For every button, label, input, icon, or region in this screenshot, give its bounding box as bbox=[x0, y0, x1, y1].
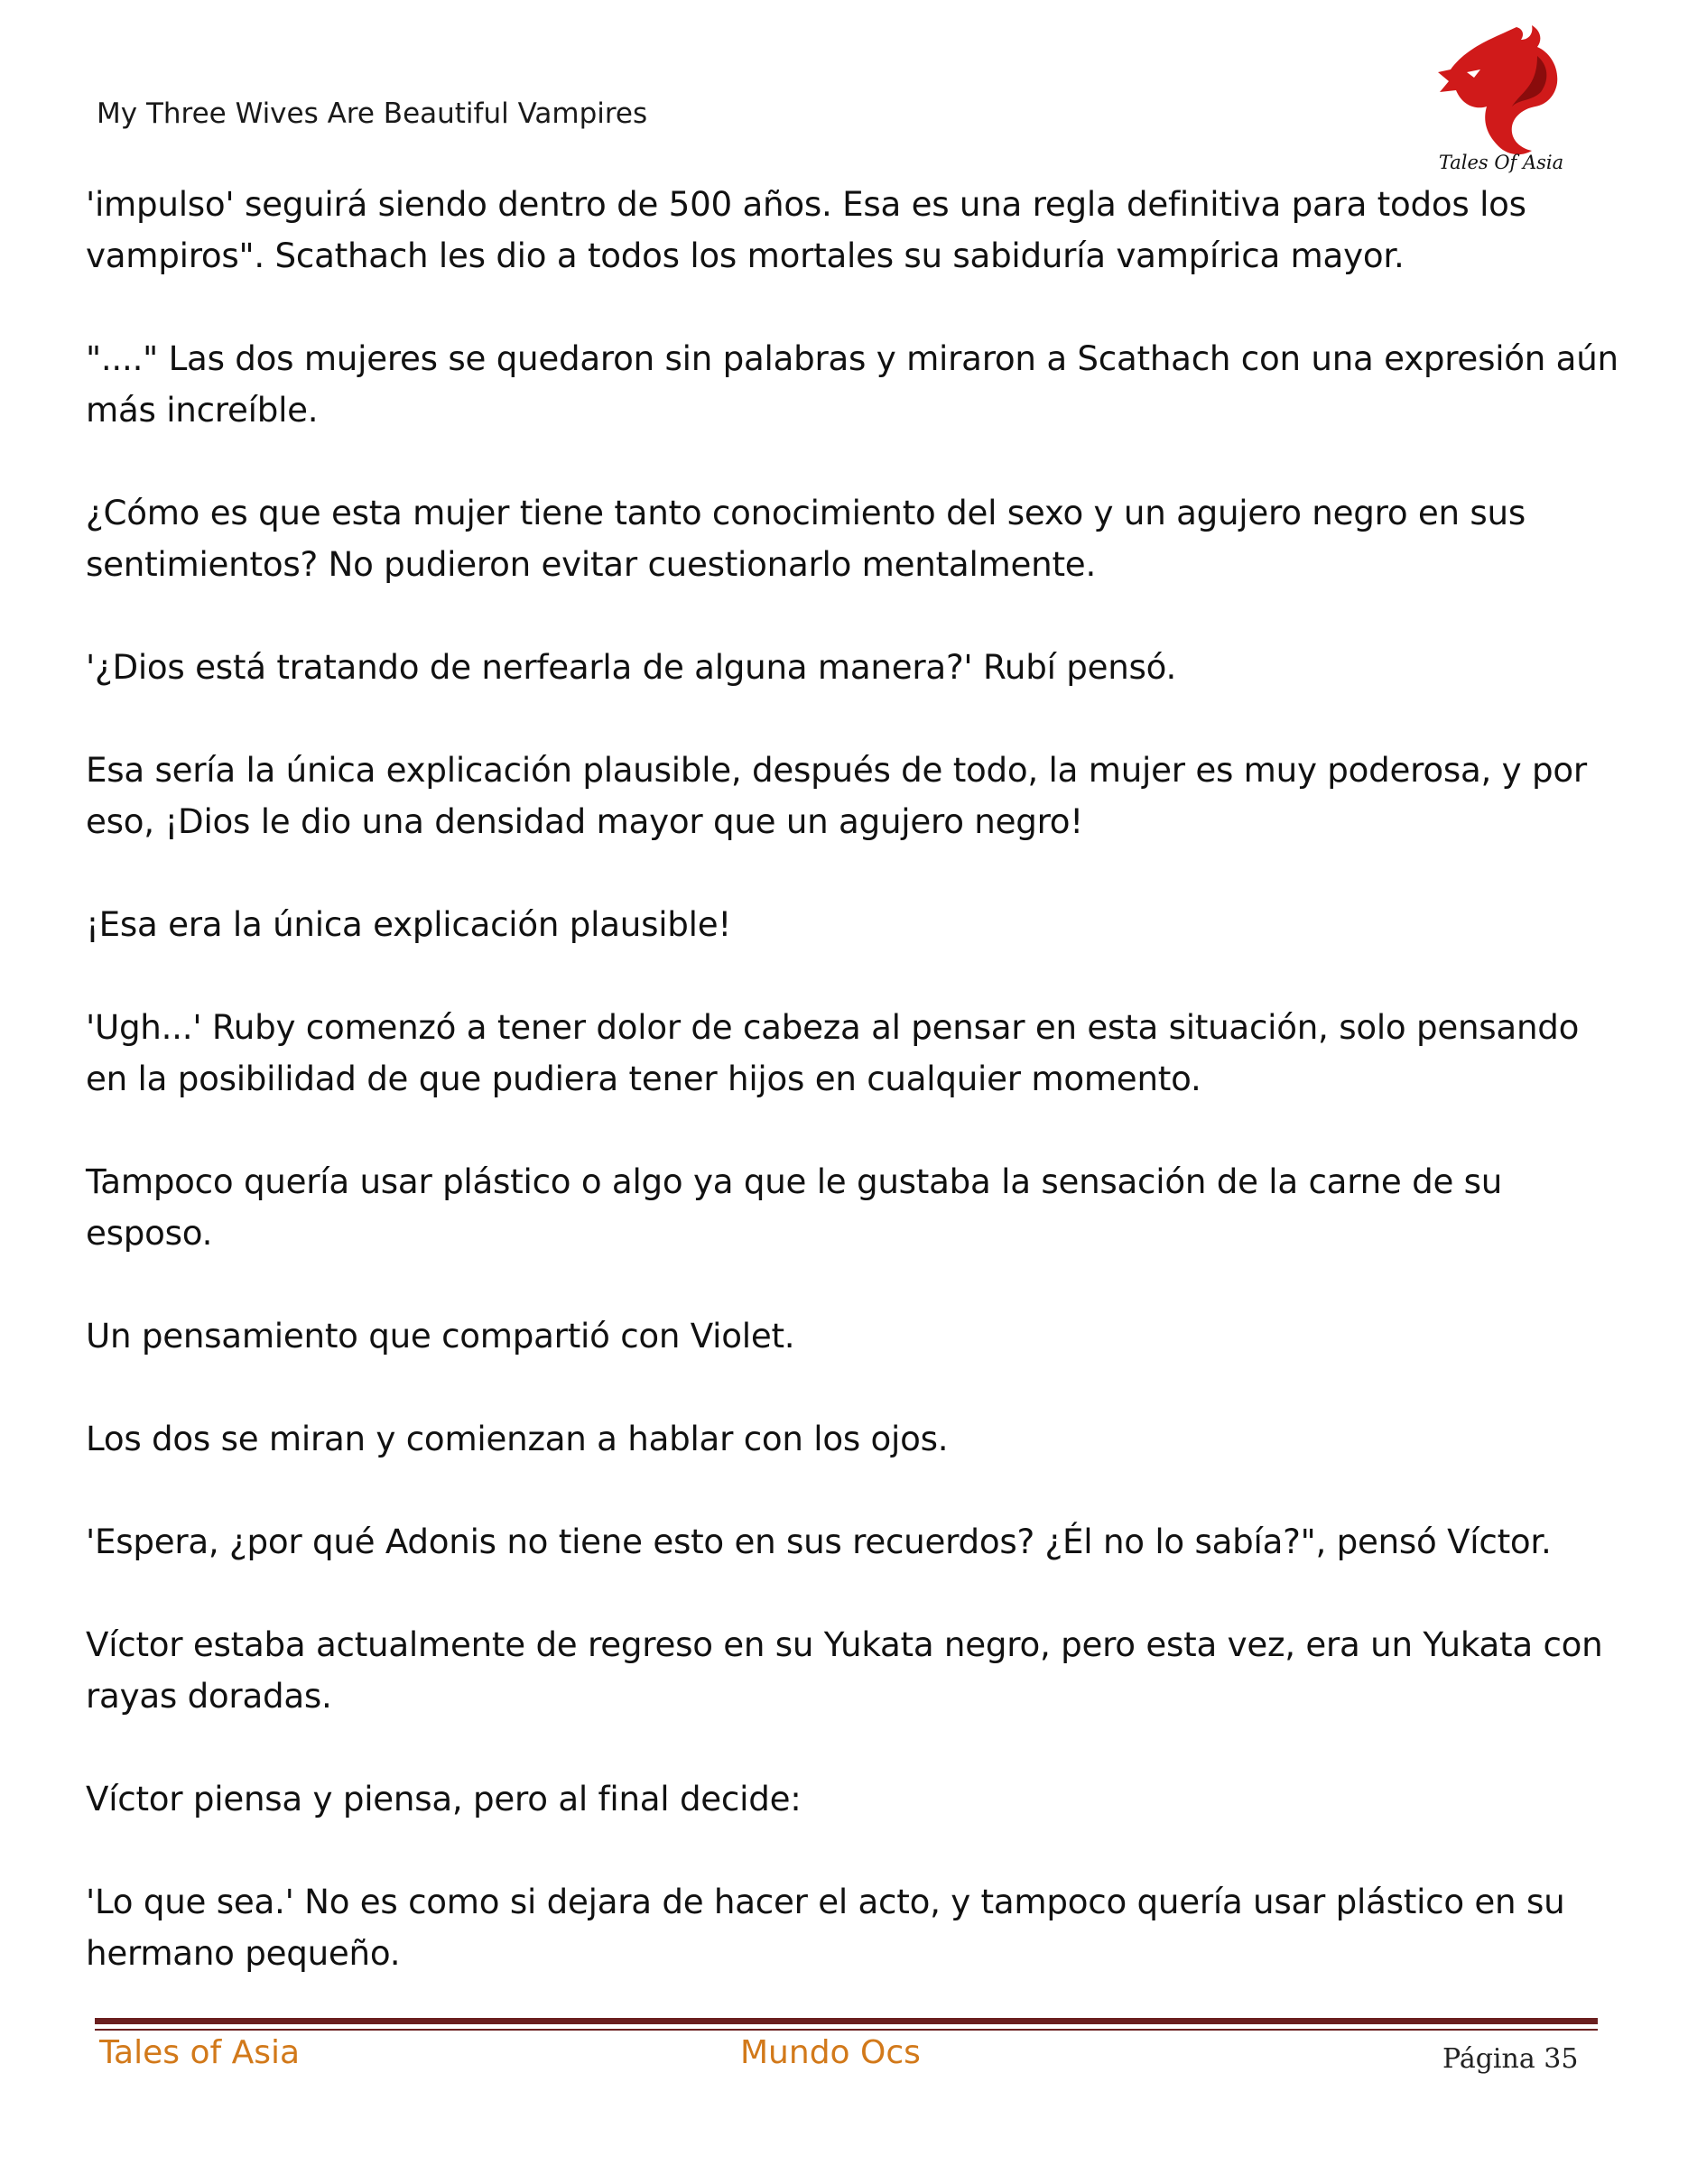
paragraph: Un pensamiento que compartió con Violet. bbox=[86, 1316, 795, 1356]
paragraph: Tampoco quería usar plástico o algo ya que le gustaba la sensación de la carne de su esposo. bbox=[86, 1161, 1503, 1253]
paragraph: 'Espera, ¿por qué Adonis no tiene esto en sus recuerdos? ¿Él no lo sabía?", pensó Víctor. bbox=[86, 1522, 1552, 1561]
paragraph: Los dos se miran y comienzan a hablar con los ojos. bbox=[86, 1419, 949, 1458]
footer-publisher: Tales of Asia bbox=[99, 2034, 301, 2071]
logo-caption: Tales Of Asia bbox=[1438, 152, 1564, 173]
paragraph: Esa sería la única explicación plausible, después de todo, la mujer es muy poderosa, y por eso, ¡Dios le dio una densidad mayor que un agujero negro! bbox=[86, 750, 1587, 841]
book-title: My Three Wives Are Beautiful Vampires bbox=[97, 97, 648, 130]
footer-group: Mundo Ocs bbox=[740, 2034, 921, 2071]
paragraph: "...." Las dos mujeres se quedaron sin palabras y miraron a Scathach con una expresión aún más increíble. bbox=[86, 338, 1618, 430]
page-number: Página 35 bbox=[1442, 2043, 1579, 2075]
paragraph: ¡Esa era la única explicación plausible! bbox=[86, 904, 732, 944]
footer-divider-thick bbox=[95, 2018, 1598, 2024]
paragraph: 'impulso' seguirá siendo dentro de 500 años. Esa es una regla definitiva para todos los vampiros". Scathach les dio a todos los mortales su sabiduría vampírica mayor. bbox=[86, 184, 1526, 275]
paragraph: 'Ugh...' Ruby comenzó a tener dolor de cabeza al pensar en esta situación, solo pensando en la posibilidad de que pudiera tener hijos en cualquier momento. bbox=[86, 1007, 1580, 1098]
paragraph: Víctor piensa y piensa, pero al final decide: bbox=[86, 1779, 802, 1818]
paragraph: 'Lo que sea.' No es como si dejara de hacer el acto, y tampoco quería usar plástico en su hermano pequeño. bbox=[86, 1882, 1565, 1973]
paragraph: '¿Dios está tratando de nerfearla de alguna manera?' Rubí pensó. bbox=[86, 647, 1177, 687]
paragraph: ¿Cómo es que esta mujer tiene tanto conocimiento del sexo y un agujero negro en sus sentimientos? No pudieron evitar cuestionarlo mentalmente. bbox=[86, 493, 1526, 584]
footer-divider-thin bbox=[95, 2029, 1598, 2031]
paragraph: Víctor estaba actualmente de regreso en su Yukata negro, pero esta vez, era un Yukata con rayas doradas. bbox=[86, 1624, 1603, 1716]
chapter-body bbox=[86, 179, 1620, 2031]
